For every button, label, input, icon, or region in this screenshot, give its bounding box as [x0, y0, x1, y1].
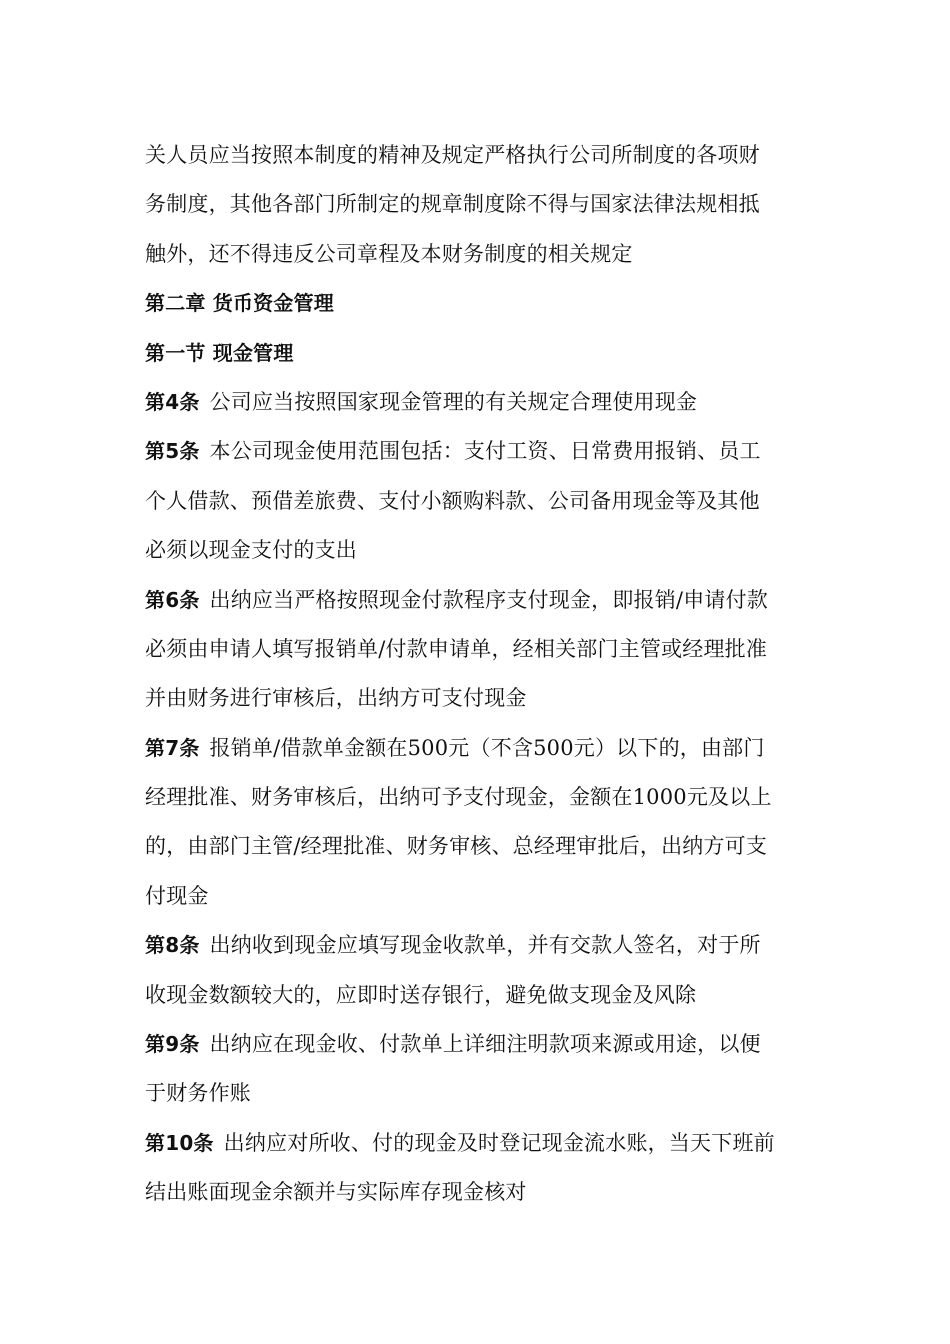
- article-text: 本公司现金使用范围包括：支付工资、日常费用报销、员工: [209, 439, 761, 464]
- article-label: 第9条: [145, 1032, 200, 1057]
- intro-line: 触外，还不得违反公司章程及本财务制度的相关规定: [145, 241, 633, 266]
- article-text: 公司应当按照国家现金管理的有关规定合理使用现金: [209, 389, 698, 414]
- article-text: 出纳收到现金应填写现金收款单，并有交款人签名，对于所: [209, 933, 761, 958]
- article-label: 第10条: [145, 1130, 214, 1155]
- article-label: 第6条: [145, 587, 200, 612]
- article-text: 报销单/借款单金额在500元（不含500元）以下的，由部门: [209, 735, 765, 760]
- article-text: 于财务作账: [145, 1081, 251, 1106]
- article-text: 必须以现金支付的支出: [145, 538, 357, 563]
- article-label: 第7条: [145, 735, 200, 760]
- chapter-title: 第二章 货币资金管理: [145, 291, 334, 316]
- article-label: 第8条: [145, 933, 200, 958]
- article-9: [145, 1020, 815, 1069]
- article-text: 并由财务进行审核后，出纳方可支付现金: [145, 686, 527, 711]
- intro-line: 关人员应当按照本制度的精神及规定严格执行公司所制度的各项财: [145, 143, 760, 167]
- article-text: 出纳应在现金收、付款单上详细注明款项来源或用途，以便: [209, 1032, 761, 1057]
- intro-line: 务制度，其他各部门所制定的规章制度除不得与国家法律法规相抵: [145, 192, 760, 217]
- article-text: 的，由部门主管/经理批准、财务审核、总经理审批后，出纳方可支: [145, 834, 768, 859]
- article-text: 出纳应对所收、付的现金及时登记现金流水账，当天下班前: [223, 1130, 775, 1155]
- article-text: 收现金数额较大的，应即时送存银行，避免做支现金及风除: [145, 982, 697, 1007]
- article-4: [145, 378, 815, 427]
- article-text: 经理批准、财务审核后，出纳可予支付现金，金额在1000元及以上: [145, 785, 772, 810]
- article-10: [145, 1119, 815, 1168]
- article-8: [145, 921, 815, 970]
- article-6: [145, 576, 815, 625]
- article-text: 必须由申请人填写报销单/付款申请单，经相关部门主管或经理批准: [145, 636, 768, 661]
- article-text: 付现金: [145, 883, 209, 908]
- section-title: 第一节 现金管理: [145, 340, 294, 365]
- article-label: 第5条: [145, 439, 200, 464]
- article-label: 第4条: [145, 389, 200, 414]
- article-text: 结出账面现金余额并与实际库存现金核对: [145, 1180, 527, 1205]
- document-body: [145, 131, 815, 1218]
- article-7: [145, 724, 815, 773]
- article-text: 个人借款、预借差旅费、支付小额购料款、公司备用现金等及其他: [145, 488, 760, 513]
- article-5: [145, 427, 815, 476]
- article-text: 出纳应当严格按照现金付款程序支付现金，即报销/申请付款: [209, 587, 769, 612]
